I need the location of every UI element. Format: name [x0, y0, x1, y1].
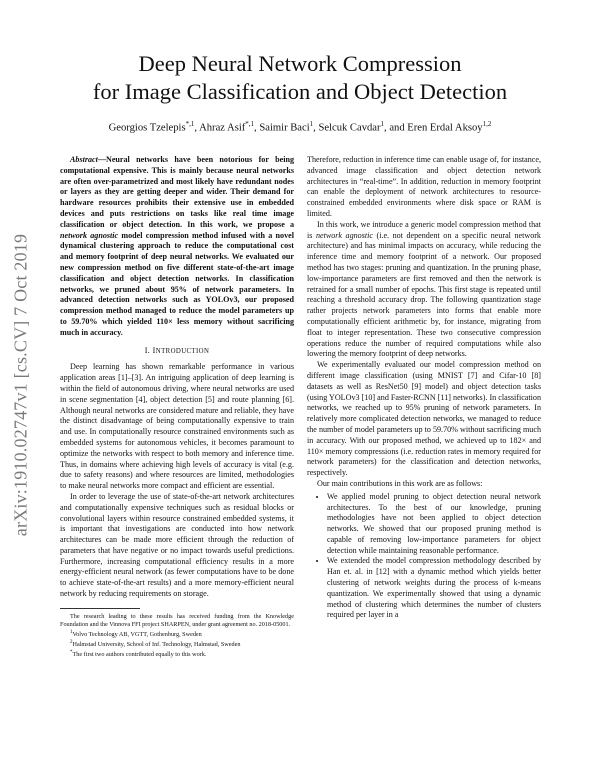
abstract — [60, 155, 294, 339]
title-line-1: Deep Neural Network Compression — [138, 51, 462, 76]
right-paragraph-2-a: In this work, we introduce a generic model compression method that is — [307, 219, 541, 240]
abstract-part-1: —Neural networks have been notorious for being computational expensive. This is mainly because neural networks are often over-parametrized and most likely have redundant nodes or layers as they are getting deeper and wider. Their demand for hardware resources prohibits their extensive use in embedded devices and puts restrictions on tasks like real time image classification or object detection. In this work, we propose a — [60, 155, 294, 229]
footnote-affiliation-1-mark: 1 — [70, 629, 73, 635]
section-rest: NTRODUCTION — [155, 347, 210, 355]
intro-paragraph-2: In order to leverage the use of state-of-the-art network architectures and computationally expensive techniques such as residual blocks or convolutional layers within resource constrained embedded systems, it is important that investigations are conducted into how network architectures can be made more efficient through the reduction of parameters that have negative or no impact towards useful predictions. Furthermore, increasing computational efficiency results in a more energy-efficient neural network (as fewer computations have to be done to achieve state-of-the-art results) and a more memory-efficient neural network by reducing requirements on storage. — [60, 491, 294, 599]
right-paragraph-4: Our main contributions in this work are as follows: — [317, 478, 483, 488]
author-2: , Ahraz Asif — [194, 122, 246, 134]
section-heading-introduction — [60, 346, 294, 358]
paper-title — [60, 50, 540, 106]
footnote-affiliation-2-text: Halmstad University, School of Inf. Technology, Halmstad, Sweden — [72, 641, 241, 648]
right-paragraph-2-b: (i.e. not dependent on a specific neural network architecture) and has minimal impacts on accuracy, while reducing the inference time and memory footprint of a network. Our proposed method has two stages: pruning and quantization. In the pruning phase, low-importance parameters are first removed and then the network is retrained for a small number of epochs. This first stage is repeated until reaching a threshold accuracy drop. The following quantization stage rather projects network parameters into forms that enable more computationally efficient arithmetic by, for instance, migrating from float to integer representation. These two consecutive compression operations reduce the number of required computations while also lowering the memory footprint of deep networks. — [307, 230, 541, 359]
right-paragraph-2 — [307, 220, 541, 360]
author-1-mark: *,1 — [185, 120, 195, 128]
right-paragraph-2-emphasis: network agnostic — [315, 230, 373, 240]
right-column — [307, 155, 541, 621]
author-4-mark: 1 — [380, 120, 385, 128]
author-5-mark: 1,2 — [482, 120, 492, 128]
author-1: Georgios Tzelepis — [108, 122, 186, 134]
arxiv-id: arXiv:1910.02747v1 [cs.CV] 7 Oct 2019 — [10, 233, 31, 537]
footnote-affiliation-2 — [60, 639, 294, 649]
abstract-lead: Abstract — [70, 155, 98, 164]
intro-paragraph-1: Deep learning has shown remarkable performance in various application areas [1]–[3]. An intriguing application of deep learning is within the field of autonomous driving, where neural networks are used in scene segmentation [4], object detection [5] and route planning [6]. Although neural networks are considered mature and reliable, they have the distinct disadvantage of being computationally expensive to train and use. In computationally resource constrained environments such as embedded systems for autonomous vehicles, it becomes paramount to optimize the networks with respect to both memory and inference time. Thus, in domains where achieving high levels of accuracy is vital (e.g. due to safety reasons) and where resources are limited, methodologies to make neural networks more compact and efficient are essential. — [60, 362, 294, 491]
footnote-funding: The research leading to these results has received funding from the Knowledge Foundation and the Vinnova FFI project SHARPEN, under grant agreement no. 2018-05001. — [60, 612, 294, 628]
footnote-equal-text: The first two authors contributed equally to this work. — [72, 651, 207, 659]
footnote-affiliation-1 — [60, 629, 294, 639]
abstract-part-2: model compression method infused with a novel dynamical clustering approach to reduce the computational cost and memory footprint of deep neural networks. We evaluated our new compression method on five different state-of-the-art image classification and object detection networks. In classification networks, we pruned about 95% of network parameters. In advanced detection networks such as YOLOv3, our proposed compression method managed to reduce the model parameters up to 59.70% which yielded 110× less memory without sacrificing much in accuracy. — [60, 230, 294, 337]
author-list — [60, 117, 540, 136]
author-2-mark: *,1 — [245, 120, 255, 128]
section-first-letter: I — [152, 345, 156, 355]
author-5: , and Eren Erdal Aksoy — [384, 122, 483, 134]
contributions-list — [307, 492, 541, 622]
arxiv-stamp — [6, 195, 36, 575]
left-column — [60, 155, 294, 659]
section-numeral: I. — [144, 345, 151, 355]
list-item: • We applied model pruning to object detection neural network architectures. To the best of our knowledge, pruning methodologies have not been applied to object detection networks. We showed that our proposed pruning method is capable of removing low-importance parameters for object detection while maintaining reasonable performance. — [327, 492, 541, 557]
author-4: , Selcuk Cavdar — [313, 122, 381, 134]
footnote-equal-mark: * — [70, 650, 73, 655]
author-3: , Saimir Baci — [254, 122, 310, 134]
title-line-2: for Image Classification and Object Detection — [92, 79, 508, 104]
footnote-affiliation-2-mark: 2 — [70, 639, 73, 645]
footnote-rule — [60, 608, 140, 609]
right-paragraph-1: Therefore, reduction in inference time can enable usage of, for instance, advanced image classification and object detection network architectures in “real-time”. In addition, reduction in memory footprint can enable the deployment of network architectures to resource-constrained embedded environments where disk space or RAM is limited. — [307, 155, 541, 218]
abstract-emphasis: network agnostic — [60, 230, 119, 240]
footnote-equal-contribution — [60, 649, 294, 659]
footnote-affiliation-1-text: Volvo Technology AB, VGTT, Gothenburg, Sweden — [72, 630, 202, 638]
right-paragraph-3: We experimentally evaluated our model compression method on different image classification (using MNIST [7] and Cifar-10 [8] datasets as well as ResNet50 [9] model) and object detection tasks (using YOLOv3 [10] and Faster-RCNN [11] networks). In classification networks, we reached up to 95% pruning of network parameters. In relatively more complicated detection networks, we managed to reduce the number of model parameters up to 59.70% without sacrificing much in accuracy. With our proposed method, we achieved up to 182× and 110× memory compressions (i.e. reduction rates in memory required for network parameters) for the classification and detection networks, respectively. — [307, 360, 541, 478]
list-item: • We extended the model compression methodology described by Han et. al. in [12] with a dynamic method which yields better clustering of network weights during the process of k-means quantization. We experimentally showed that using a dynamic method of clustering which determines the number of clusters required per layer in a — [327, 556, 541, 621]
author-3-mark: 1 — [309, 120, 314, 128]
